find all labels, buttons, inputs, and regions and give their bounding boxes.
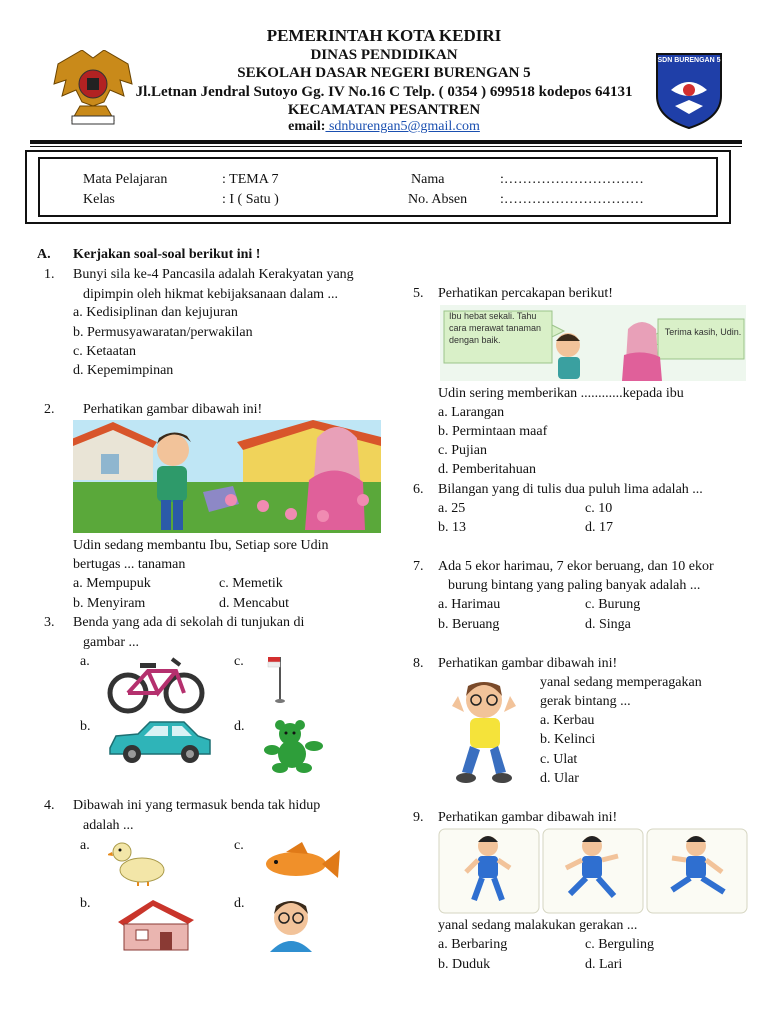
q5-option-b[interactable]: b. Permintaan maaf	[438, 424, 548, 439]
fish-icon	[262, 842, 342, 882]
q1-option-c[interactable]: c. Ketaatan	[73, 344, 136, 359]
boy-icon	[262, 896, 320, 952]
q5-text-2: Udin sering memberikan ............kepada ibu	[438, 386, 684, 401]
q1-number: 1.	[44, 267, 55, 282]
q3-option-d[interactable]: d.	[234, 719, 245, 734]
q6-option-b[interactable]: b. 13	[438, 520, 466, 535]
q3-option-c[interactable]: c.	[234, 654, 244, 669]
q5-bubble-udin: Ibu hebat sekali. Tahu cara merawat tanaman dengan baik.	[449, 311, 542, 345]
q8-option-c[interactable]: c. Ulat	[540, 752, 578, 767]
q2-number: 2.	[44, 402, 55, 417]
q3-text-1: Benda yang ada di sekolah di tunjukan di	[73, 615, 305, 630]
q4-text-2: adalah ...	[83, 818, 134, 833]
q5-option-c[interactable]: c. Pujian	[438, 443, 487, 458]
q1-option-b[interactable]: b. Permusyawaratan/perwakilan	[73, 325, 253, 340]
q7-option-c[interactable]: c. Burung	[585, 597, 641, 612]
section-title: Kerjakan soal-soal berikut ini !	[73, 247, 261, 262]
q4-text-1: Dibawah ini yang termasuk benda tak hidup	[73, 798, 321, 813]
q6-option-c[interactable]: c. 10	[585, 501, 613, 516]
running-boys-illustration-icon	[438, 828, 748, 914]
q8-number: 8.	[413, 656, 424, 671]
q2-option-a[interactable]: a. Mempupuk	[73, 576, 151, 591]
house-icon	[108, 898, 198, 952]
q9-text-2: yanal sedang malakukan gerakan ...	[438, 918, 638, 933]
q5-text-1: Perhatikan percakapan berikut!	[438, 286, 613, 301]
q2-option-d[interactable]: d. Mencabut	[219, 596, 289, 611]
q8-option-a[interactable]: a. Kerbau	[540, 713, 595, 728]
q8-option-b[interactable]: b. Kelinci	[540, 732, 596, 747]
q1-option-a[interactable]: a. Kedisiplinan dan kejujuran	[73, 305, 238, 320]
boy-pose-illustration-icon	[440, 676, 530, 788]
q2-option-c[interactable]: c. Memetik	[219, 576, 283, 591]
q9-option-d[interactable]: d. Lari	[585, 957, 623, 972]
q2-option-b[interactable]: b. Menyiram	[73, 596, 146, 611]
header-rule-thin	[30, 146, 742, 147]
q8-text-1: Perhatikan gambar dibawah ini!	[438, 656, 618, 671]
q7-number: 7.	[413, 559, 424, 574]
duck-icon	[108, 838, 168, 886]
bicycle-icon	[106, 655, 206, 715]
name-field[interactable]: :…………………………	[500, 172, 644, 187]
header-line-5: KECAMATAN PESANTREN	[287, 102, 481, 118]
q8-text-2: yanal sedang memperagakan	[540, 675, 702, 690]
section-letter: A.	[37, 247, 51, 262]
q4-option-c[interactable]: c.	[234, 838, 244, 853]
q7-option-b[interactable]: b. Beruang	[438, 617, 500, 632]
q1-option-d[interactable]: d. Kepemimpinan	[73, 363, 174, 378]
email-label: email:	[288, 119, 326, 134]
car-icon	[106, 718, 214, 766]
q9-option-b[interactable]: b. Duduk	[438, 957, 491, 972]
q5-number: 5.	[413, 286, 424, 301]
teddy-bear-icon	[260, 720, 326, 774]
q7-option-d[interactable]: d. Singa	[585, 617, 631, 632]
q6-number: 6.	[413, 482, 424, 497]
q7-option-a[interactable]: a. Harimau	[438, 597, 501, 612]
q6-option-d[interactable]: d. 17	[585, 520, 613, 535]
q2-text-3: bertugas ... tanaman	[73, 557, 186, 572]
subject-label: Mata Pelajaran	[83, 172, 168, 187]
q5-bubble-ibu: Terima kasih, Udin.	[664, 327, 742, 337]
q2-text-2: Udin sedang membantu Ibu, Setiap sore Udin	[73, 538, 329, 553]
header-rule-thick	[30, 140, 742, 144]
subject-value: : TEMA 7	[222, 172, 279, 187]
q9-number: 9.	[413, 810, 424, 825]
email-link[interactable]: sdnburengan5@gmail.com	[325, 119, 480, 134]
header-line-2: DINAS PENDIDIKAN	[310, 47, 458, 63]
q4-option-d[interactable]: d.	[234, 896, 245, 911]
q2-text-1: Perhatikan gambar dibawah ini!	[83, 402, 263, 417]
q3-text-2: gambar ...	[83, 635, 139, 650]
q4-number: 4.	[44, 798, 55, 813]
flag-icon	[266, 655, 296, 705]
q5-option-d[interactable]: d. Pemberitahuan	[438, 462, 536, 477]
header-line-3: SEKOLAH DASAR NEGERI BURENGAN 5	[237, 65, 531, 81]
absen-label: No. Absen	[408, 192, 468, 207]
q3-option-b[interactable]: b.	[80, 719, 91, 734]
absen-field[interactable]: :…………………………	[500, 192, 644, 207]
q9-text-1: Perhatikan gambar dibawah ini!	[438, 810, 618, 825]
q3-number: 3.	[44, 615, 55, 630]
q4-option-a[interactable]: a.	[80, 838, 90, 853]
header-line-1: PEMERINTAH KOTA KEDIRI	[266, 26, 502, 45]
q6-option-a[interactable]: a. 25	[438, 501, 466, 516]
q1-text-2: dipimpin oleh hikmat kebijaksanaan dalam ...	[83, 287, 339, 302]
q8-text-3: gerak bintang ...	[540, 694, 631, 709]
q6-text-1: Bilangan yang di tulis dua puluh lima adalah ...	[438, 482, 703, 497]
q4-option-b[interactable]: b.	[80, 896, 91, 911]
q7-text-2: burung bintang yang paling banyak adalah ...	[448, 578, 701, 593]
school-logo-text: SDN BURENGAN 5	[657, 57, 721, 64]
q9-option-c[interactable]: c. Berguling	[585, 937, 654, 952]
garuda-emblem-icon	[52, 50, 134, 128]
garden-illustration-icon	[73, 420, 381, 533]
name-label: Nama	[411, 172, 445, 187]
header-line-4: Jl.Letnan Jendral Sutoyo Gg. IV No.16 C Telp. ( 0354 ) 699518 kodepos 64131	[135, 84, 633, 100]
q9-option-a[interactable]: a. Berbaring	[438, 937, 508, 952]
q5-option-a[interactable]: a. Larangan	[438, 405, 505, 420]
q8-option-d[interactable]: d. Ular	[540, 771, 579, 786]
class-value: : I ( Satu )	[222, 192, 279, 207]
q7-text-1: Ada 5 ekor harimau, 7 ekor beruang, dan 10 ekor	[438, 559, 714, 574]
q1-text-1: Bunyi sila ke-4 Pancasila adalah Kerakyatan yang	[73, 267, 354, 282]
class-label: Kelas	[83, 192, 115, 207]
q3-option-a[interactable]: a.	[80, 654, 90, 669]
